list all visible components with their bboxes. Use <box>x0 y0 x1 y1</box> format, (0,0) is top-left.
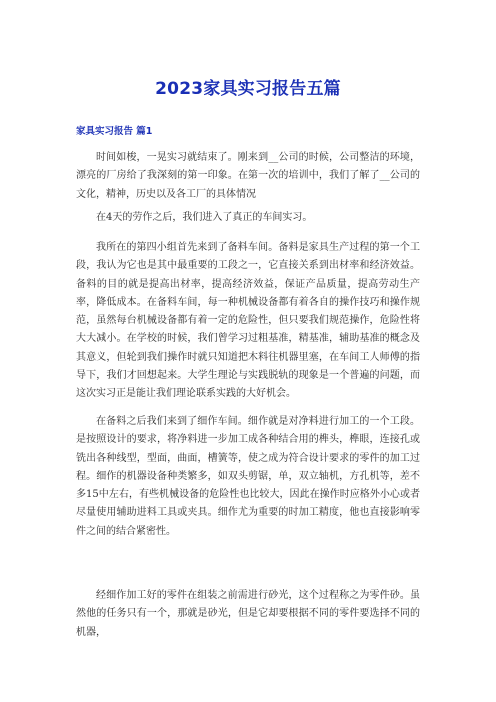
paragraph-fine-work: 在备料之后我们来到了细作车间。细作就是对净料进行加工的一个工段。是按照设计的要求，将净料进一步加工成各种结合用的榫头，榫眼，连接孔或铣出各种线型，型面，曲面，槽簧等，使之成为符合设计要求的零件的加工过程。细作的机器设备种类繁多，如双头剪锯，单，双立轴机，方孔机等，差不多15中左右，有些机械设备的危险性也比较大，因此在操作时应格外小心或者尽量使用辅助进料工具或夹具。细作尤为重要的时加工精度，他也直接影响零件之间的结合紧密性。 <box>76 416 420 537</box>
paragraph-intro: 时间如梭，一晃实习就结束了。刚来到__公司的时候，公司整洁的环境，漂亮的厂房给了我深刻的第一印象。在第一次的培训中，我们了解了__公司的文化，精神，历史以及各工厂的具体情况 <box>76 152 420 200</box>
paragraph-sanding: 经细作加工好的零件在组装之前需进行砂光，这个过程称之为零件砂。虽然他的任务只有一个，那就是砂光，但是它却要根据不同的零件要选择不同的机器， <box>76 590 420 638</box>
paragraph-material-prep: 我所在的第四小组首先来到了备料车间。备料是家具生产过程的第一个工段，我认为它也是其中最重要的工段之一，它直接关系到出材率和经济效益。备料的目的就是提高出材率，提高经济效益，保证产品质量，提高劳动生产率，降低成本。在备料车间，每一种机械设备都有着各自的操作技巧和操作规范，虽然每台机械设备都有着一定的危险性，但只要我们规范操作，危险性将大大减小。在学校的时候，我们曾学习过粗基准，精基准，辅助基准的概念及其意义，但轮到我们操作时就只知道把木料往机器里塞，在车间工人师傅的指导下，我们才回想起来。大学生理论与实践脱轨的现象是一个普遍的问题，而这次实习正是能让我们理论联系实践的大好机会。 <box>76 242 420 400</box>
paragraph-workshop-entry: 在4天的劳作之后，我们进入了真正的车间实习。 <box>96 212 313 223</box>
document-title: 2023家具实习报告五篇 <box>155 79 341 99</box>
section-heading: 家具实习报告 篇1 <box>76 126 153 137</box>
